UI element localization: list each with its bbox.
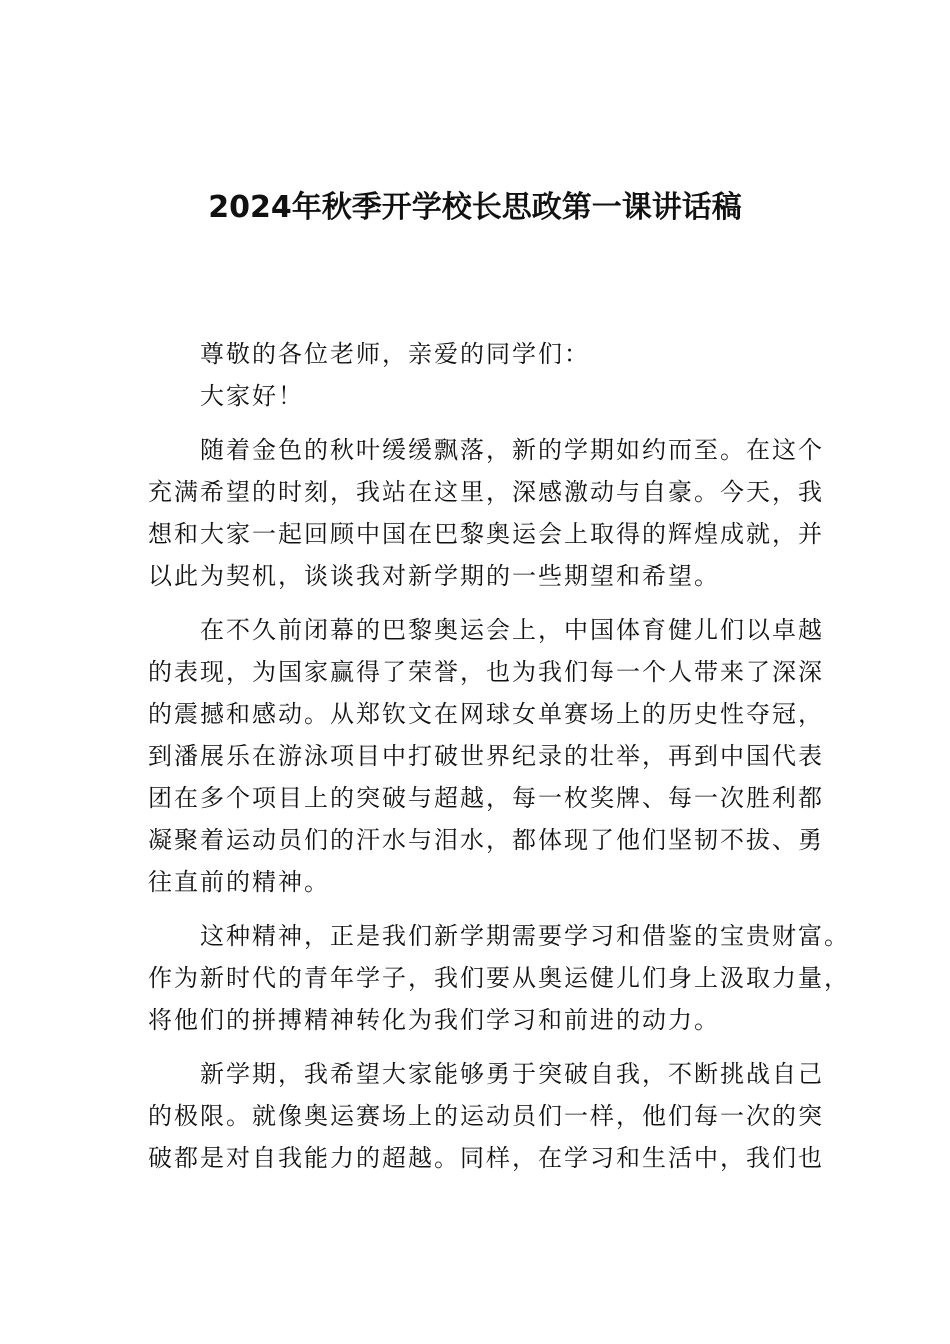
document-title: 2024年秋季开学校长思政第一课讲话稿 [208, 190, 742, 225]
paragraph-1 [148, 429, 824, 597]
paragraph-line: 的极限。就像奥运赛场上的运动员们一样，他们每一次的突 [148, 1102, 824, 1130]
paragraph-line: 往直前的精神。 [148, 868, 330, 896]
paragraph-gap [148, 417, 820, 429]
paragraph-line: 的震撼和感动。从郑钦文在网球女单赛场上的历史性夺冠， [148, 700, 824, 728]
paragraph-gap [148, 1041, 820, 1053]
paragraph-line: 随着金色的秋叶缓缓飘落，新的学期如约而至。在这个 [200, 436, 824, 464]
paragraph-line: 到潘展乐在游泳项目中打破世界纪录的壮举，再到中国代表 [148, 742, 824, 770]
paragraph-gap [148, 597, 820, 609]
paragraph-line: 作为新时代的青年学子，我们要从奥运健儿们身上汲取力量， [148, 964, 850, 992]
paragraph-line: 的表现，为国家赢得了荣誉，也为我们每一个人带来了深深 [148, 658, 824, 686]
paragraph-line: 想和大家一起回顾中国在巴黎奥运会上取得的辉煌成就，并 [148, 520, 824, 548]
document-body [148, 333, 850, 1179]
paragraph-line: 这种精神，正是我们新学期需要学习和借鉴的宝贵财富。 [200, 922, 850, 950]
paragraph-2 [148, 609, 824, 903]
paragraph-line: 团在多个项目上的突破与超越，每一枚奖牌、每一次胜利都 [148, 784, 824, 812]
greeting: 大家好！ [200, 382, 304, 410]
paragraph-line: 以此为契机，谈谈我对新学期的一些期望和希望。 [148, 562, 720, 590]
paragraph-line: 在不久前闭幕的巴黎奥运会上，中国体育健儿们以卓越 [200, 616, 824, 644]
paragraph-gap [148, 903, 820, 915]
paragraph-line: 新学期，我希望大家能够勇于突破自我，不断挑战自己 [200, 1060, 824, 1088]
paragraph-3 [148, 915, 850, 1041]
paragraph-line: 将他们的拼搏精神转化为我们学习和前进的动力。 [148, 1006, 720, 1034]
paragraph-line: 凝聚着运动员们的汗水与泪水，都体现了他们坚韧不拔、勇 [148, 826, 824, 854]
paragraph-line: 破都是对自我能力的超越。同样，在学习和生活中，我们也 [148, 1144, 824, 1172]
salutation: 尊敬的各位老师，亲爱的同学们： [200, 340, 590, 368]
paragraph-line: 充满希望的时刻，我站在这里，深感激动与自豪。今天，我 [148, 478, 824, 506]
paragraph-4 [148, 1053, 824, 1179]
